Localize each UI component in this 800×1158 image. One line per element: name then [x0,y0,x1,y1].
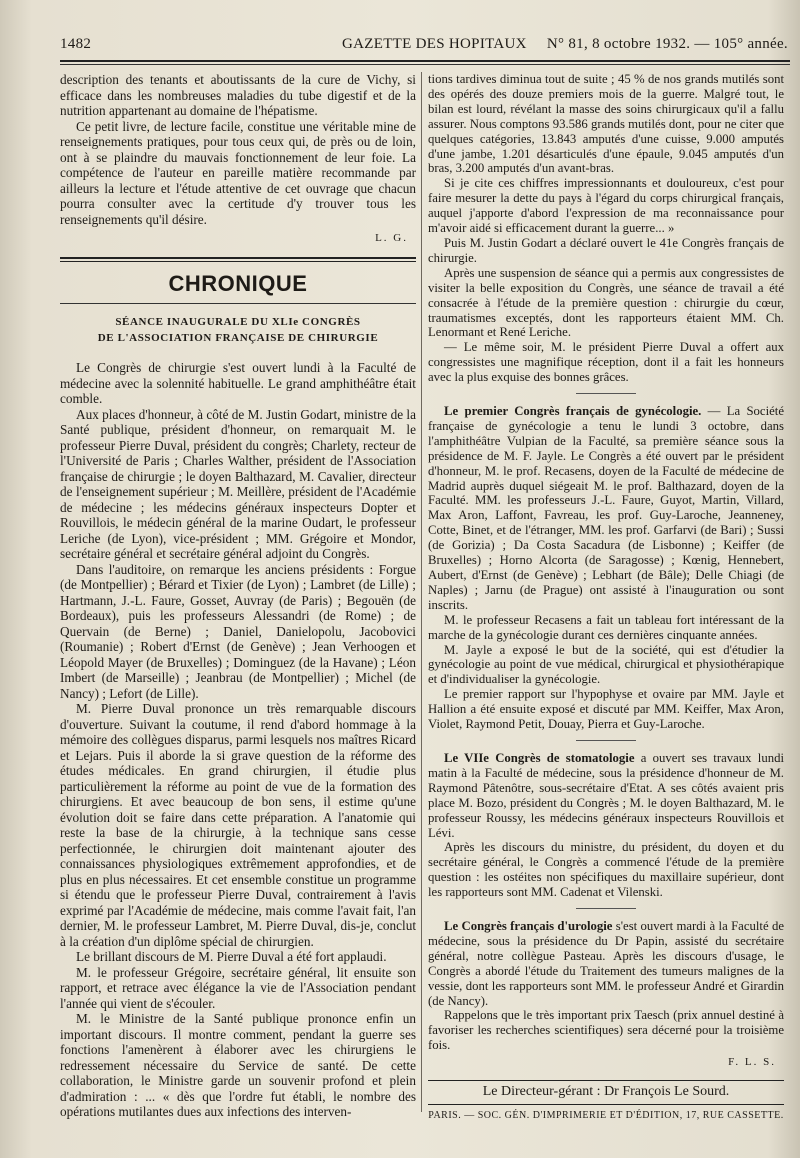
separator [576,393,636,394]
article-paragraph: Le premier rapport sur l'hypophyse et ovaire par MM. Jayle et Hallion a été ensuite exposé et discuté par MM. Keiffer, Max Aron, Violet, Raymond Petit, Douay, Pierra et Guy-Laroche. [428,687,784,732]
journal-title: GAZETTE DES HOPITAUX [342,36,527,52]
article-paragraph: Après les discours du ministre, du président, du doyen et du secrétaire général, le Congrès a commencé l'étude de la première question : les ostéites non spécifiques du maxillaire supérieur, dont les rapporteurs sont MM. Cadenat et Vilenski. [428,840,784,900]
article-paragraph: Si je cite ces chiffres impressionnants et douloureux, c'est pour faire mesurer la dette du pays à l'égard du corps chirurgical français, auquel j'apporte d'abord l'expression de ma reconnaissance pour m'avoir aidé si efficacement durant la guerre... » [428,176,784,236]
article-title [60,314,416,346]
urology-lead: Le Congrès français d'urologie [444,919,613,934]
stomatology-lead: Le VIIe Congrès de stomatologie [444,750,635,765]
issue-info: N° 81, 8 octobre 1932. — 105° année. [546,36,788,52]
article-paragraph: Le brillant discours de M. Pierre Duval a été fort applaudi. [76,949,387,964]
gynecology-lead: Le premier Congrès français de gynécologie. [444,404,702,419]
footer-rule [428,1080,784,1081]
article-paragraph: M. le professeur Recasens a fait un tableau fort intéressant de la marche de la gynécologie durant ces dernières cinquante années. [428,612,784,642]
article-paragraph: M. le Ministre de la Santé publique prononce enfin un important discours. Il montre comment, pendant la guerre ses fonctions l'amenèrent à élaborer avec les chirurgiens le redressement nécessaire du Service de santé. De cette collaboration, le Ministre garde un souvenir profond et plein d'admiration : ... « dès que l'ordre fut établi, le nombre des opérations mutilantes dues aux infections des interven- [60,1011,416,1119]
director-credit: Le Directeur-gérant : Dr François Le Sourd. [482,1084,730,1100]
urology-text: s'est ouvert mardi à la Faculté de médecine, sous la présidence du Dr Papin, assisté du secrétaire général, notre collègue Pasteau. Après les discours d'usage, le Congrès a abordé l'étude du Traitement des tumeurs malignes de la vessie, dont les rapporteurs sont MM. le professeur André et Girardin (de Nancy). [428,919,784,1008]
gynecology-text: — La Société française de gynécologie a tenu le lundi 3 octobre, dans l'amphithéâtre Vulpian de la Faculté, sa première séance sous la présidence de M. F. Jayle. Le Congrès a été ouvert par le président d'honneur, M. le prof. Recasens, doyen de la Faculté de médecine de Madrid auprès duquel siégeait M. le prof. Balthazard, doyen de la Faculté. MM. les professeurs J.-L. Faure, Guyot, Martin, Villard, Max Aron, Laffont, Favreau, les prof. Guy-Laroche, Jeanneney, Cotte, Binet, et de l'étranger, MM. les prof. Garfarvi (de Bari) ; Sussi (de Gorizia) ; Da Costa Sacadura (de Lisbonne) ; Keiffer (de Bruxelles) ; Horno Alcorta (de Saragosse) ; Kœnig, Hennebert, Aubert, d'Ernst (de Genève) ; Lebhart (de Bâle); Delle Chiagi (de Naples) ; Jarnu (de Prague) ont assisté à l'inauguration ou sont inscrits. [428,404,784,612]
section-heading: CHRONIQUE [168,270,308,296]
section-rule [60,257,416,262]
article-paragraph: Le Congrès de chirurgie s'est ouvert lundi à la Faculté de médecine avec la solennité habituelle. Le grand amphithéâtre était comble. [60,360,416,406]
stomatology-paragraph [428,751,784,840]
article-paragraph: Puis M. Justin Godart a déclaré ouvert le 41e Congrès français de chirurgie. [428,235,784,265]
column-divider [421,72,422,1112]
header-rule [60,60,790,65]
intro-signature: L. G. [375,232,408,244]
right-column [428,72,784,1124]
article-paragraph: — Le même soir, M. le président Pierre Duval a offert aux congressistes une magnifique réception, dont il a fait les honneurs avec la plus exquise des bonnes grâces. [428,340,784,385]
page-header [60,30,790,62]
article-title-line: DE L'ASSOCIATION FRANÇAISE DE CHIRURGIE [97,332,379,344]
section-rule [60,303,416,304]
article-paragraph: M. Jayle a exposé le but de la société, qui est d'étudier la gynécologie au point de vue médical, chirurgical et physiothérapique et d'individualiser la gynécologie. [428,642,784,687]
separator [576,908,636,909]
article-title-line: SÉANCE INAUGURALE DU XLIe CONGRÈS [115,316,361,328]
urology-paragraph [428,919,784,1008]
article-paragraph: Après une suspension de séance qui a permis aux congressistes de visiter la belle exposition du Congrès, une séance de travail a été consacrée à l'étude de la première question : chirurgie du cœur, traumatismes exceptés, dont les rapporteurs étaient MM. Ch. Lenormant et René Leriche. [428,265,784,340]
printer-credit: PARIS. — SOC. GÉN. D'IMPRIMERIE ET D'ÉDITION, 17, RUE CASSETTE. [428,1104,784,1124]
article-paragraph: M. Pierre Duval prononce un très remarquable discours d'ouverture. Suivant la coutume, il rend d'abord hommage à la mémoire des collègues disparus, parmi lesquels nos maîtres Ricard et Lejars. Puis il aborde la si grave question de la réforme des études médicales. En grand chirurgien, il étudie plus particulièrement la réforme au point de vue de la formation des chirurgiens. Et avec beaucoup de bon sens, il estime qu'une évolution doit se faire dans cette préparation. A l'anatomie qui reste la base de la chirurgie, à la technique sans cesse perfectionnée, le chirurgien doit maintenant ajouter des connaissances physiologiques extrêmement approfondies, et de plus en plus nécessaires. Et cet ensemble constitue un programme si étendu que le professeur Pierre Duval, contrairement à l'avis exprimé par l'Académie de médecine, mais comme l'avait fait, l'an dernier, M. le professeur Lambret, M. Pierre Duval, dis-je, conclut à la création d'un diplôme spécial de chirurgien. [60,701,416,949]
article-paragraph: Rappelons que le très important prix Taesch (prix annuel destiné à favoriser les recherches scientifiques) sera décerné pour la troisième fois. [428,1008,784,1053]
article-paragraph: Aux places d'honneur, à côté de M. Justin Godart, ministre de la Santé publique, président d'honneur, on remarquait M. le professeur Pierre Duval, président du congrès; Charlety, recteur de l'Université de Paris ; Charles Walther, président de l'Association française de chirurgie ; le doyen Balthazard, M. Cavalier, directeur de l'enseignement supérieur ; M. Meillère, président de l'Académie de médecine ; les médecins généraux inspecteurs Dopter et Rouvillois, le médecin général de la marine Oudart, le professeur Leriche (de Lyon), vice-président ; MM. Grégoire et Mondor, secrétaire général et secrétaire général adjoint du Congrès. [60,406,416,561]
intro-paragraph: description des tenants et aboutissants de la cure de Vichy, si efficace dans les nombreuses maladies du tube digestif et de la nutrition appartenant au domaine de l'hépatisme. [60,72,416,118]
intro-paragraph: Ce petit livre, de lecture facile, constitue une véritable mine de renseignements pratiques, pour tous ceux qui, de près ou de loin, ont à se plaindre du mauvais fonctionnement de leur foie. La compétence de l'auteur en pareille matière recommande par ailleurs la lecture et l'étude attentive de cet ouvrage que chacun pourra consulter avec la certitude d'y trouver tous les renseignements qu'il désire. [60,118,416,227]
article-paragraph: M. le professeur Grégoire, secrétaire général, lit ensuite son rapport, et retrace avec élégance la vie de l'Association pendant l'année qui vient de s'écouler. [60,964,416,1011]
gynecology-paragraph [428,404,784,613]
article-paragraph: Dans l'auditoire, on remarque les anciens présidents : Forgue (de Montpellier) ; Bérard et Tixier (de Lyon) ; Lambret (de Lille) ; Hartmann, J.-L. Faure, Gosset, Auvray (de Paris) ; Begouën (de Bordeaux), puis les professeurs Alessandri (de Rome) ; de Quervain (de Berne) ; Daniel, Danielopolu, Jacobovici (Roumanie) ; Robert d'Ernst (de Genève) ; Jean Verhoogen et Léopold Mayer (de Bruxelles) ; Dominguez (de la Havane) ; Léon Imbert (de Marseille) ; Jeanbrau (de Montpellier) ; Michel (de Nancy) ; Lefort (de Lille). [60,561,416,701]
article-paragraph: tions tardives diminua tout de suite ; 45 % de nos grands mutilés sont des opérés des douze premiers mois de la guerre. Malgré tout, le bilan est lourd, révélant la masse des soins chirurgicaux qu'il a fallu assurer. Nous comptons 93.586 grands mutilés dont, pour ne citer que quelques catégories, 13.843 amputés d'une cuisse, 9.000 amputés d'une jambe, 1.201 désarticulés d'une épaule, 9.045 amputés d'un bras, 3.200 amputés d'un avant-bras. [428,72,784,176]
stomatology-text: a ouvert ses travaux lundi matin à la Faculté de médecine, sous la présidence d'honneur de M. Raymond Pâtenôtre, sous-secrétaire d'Etat. A ses côtés avaient pris place M. Bozo, président du Congrès ; M. le doyen Balthazard, M. le professeur Roussy, les médecins généraux inspecteurs Rouvillois et Lévi. [428,750,784,840]
page-number: 1482 [60,36,92,52]
separator [576,740,636,741]
left-column [60,72,416,1120]
urology-signature: F. L. S. [728,1056,776,1069]
